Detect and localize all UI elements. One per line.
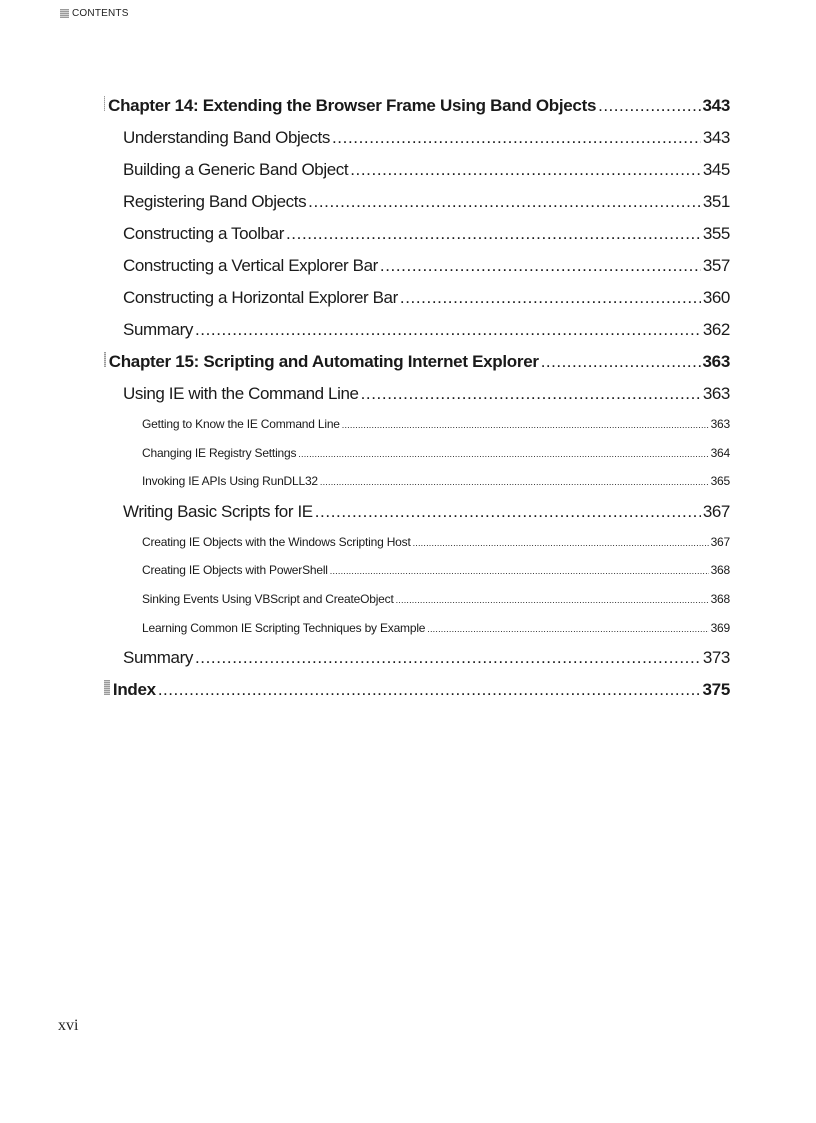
dot-leader: [332, 122, 701, 154]
running-header: [60, 8, 129, 19]
toc-chapter-entry[interactable]: [104, 674, 730, 706]
toc-entry-title: Creating IE Objects with the Windows Scripting Host: [142, 534, 411, 549]
toc-entry-page: 363: [702, 352, 730, 371]
toc-entry-title: Learning Common IE Scripting Techniques by Example: [142, 620, 426, 635]
toc-entry-title: Index: [112, 680, 156, 700]
dot-leader: [298, 439, 708, 468]
dot-leader: [308, 186, 701, 218]
page-number: xvi: [58, 1017, 79, 1034]
toc-entry-page: 365: [710, 474, 730, 489]
toc-entry-page: 355: [702, 224, 730, 243]
toc-entry-page: 362: [702, 320, 730, 339]
toc-entry-page: 373: [702, 648, 730, 668]
toc-entry-page: 368: [710, 591, 730, 606]
toc-entry[interactable]: [104, 642, 730, 674]
dot-leader: [380, 250, 701, 282]
toc-entry-page: 375: [702, 680, 730, 700]
toc-entry-page: 343: [702, 128, 730, 147]
square-bullet-icon: [104, 680, 110, 695]
toc-entry[interactable]: [104, 154, 730, 186]
dot-leader: [195, 314, 701, 346]
toc-entry-title: Summary: [123, 648, 193, 668]
toc-entry-page: 357: [702, 256, 730, 275]
toc-entry[interactable]: [104, 282, 730, 314]
toc-entry-title: Summary: [123, 320, 193, 339]
toc-entry-title: Registering Band Objects: [123, 192, 307, 211]
toc-entry[interactable]: [104, 218, 730, 250]
toc-entry-title: Changing IE Registry Settings: [142, 445, 297, 460]
table-of-contents: [104, 90, 730, 706]
toc-entry-page: 368: [710, 563, 730, 578]
toc-entry[interactable]: [104, 250, 730, 282]
toc-entry[interactable]: [104, 186, 730, 218]
toc-entry-title: Understanding Band Objects: [123, 128, 330, 147]
toc-entry-title: Using IE with the Command Line: [123, 384, 359, 403]
dot-leader: [413, 528, 709, 557]
dot-leader: [427, 614, 708, 643]
dot-leader: [361, 378, 701, 410]
dot-leader: [396, 585, 709, 614]
toc-entry-title: Sinking Events Using VBScript and CreateObject: [142, 591, 394, 606]
dot-leader: [330, 556, 709, 585]
toc-entry-page: 367: [702, 501, 730, 521]
toc-entry-page: 343: [702, 96, 730, 115]
toc-entry-title: Constructing a Horizontal Explorer Bar: [123, 288, 398, 307]
square-bullet-icon: [104, 352, 106, 367]
square-bullet-icon: [104, 96, 105, 111]
toc-entry-title: Writing Basic Scripts for IE: [123, 501, 313, 521]
toc-entry-page: 345: [702, 160, 730, 179]
toc-entry[interactable]: [104, 528, 730, 557]
running-header-label: CONTENTS: [72, 8, 129, 19]
toc-entry-page: 360: [702, 288, 730, 307]
toc-entry[interactable]: [104, 585, 730, 614]
toc-entry-page: 369: [710, 620, 730, 635]
toc-entry-page: 367: [710, 534, 730, 549]
toc-entry-title: Chapter 15: Scripting and Automating Internet Explorer: [108, 352, 539, 371]
toc-chapter-entry[interactable]: [104, 90, 730, 122]
toc-entry-page: 363: [702, 384, 730, 403]
toc-entry-title: Constructing a Vertical Explorer Bar: [123, 256, 378, 275]
toc-entry[interactable]: [104, 496, 730, 528]
square-bullet-icon: [60, 9, 69, 18]
dot-leader: [195, 642, 701, 674]
toc-entry[interactable]: [104, 556, 730, 585]
toc-entry-title: Constructing a Toolbar: [123, 224, 284, 243]
toc-entry-title: Creating IE Objects with PowerShell: [142, 563, 328, 578]
toc-entry-page: 363: [710, 417, 730, 431]
toc-entry-title: Getting to Know the IE Command Line: [142, 417, 340, 431]
toc-entry[interactable]: [104, 314, 730, 346]
toc-entry[interactable]: [104, 410, 730, 439]
dot-leader: [400, 282, 701, 314]
toc-entry[interactable]: [104, 378, 730, 410]
toc-entry-title: Invoking IE APIs Using RunDLL32: [142, 474, 318, 489]
toc-entry-page: 364: [710, 445, 730, 460]
dot-leader: [342, 410, 709, 439]
toc-entry[interactable]: [104, 467, 730, 496]
toc-entry[interactable]: [104, 439, 730, 468]
dot-leader: [598, 90, 700, 122]
dot-leader: [541, 346, 701, 378]
toc-entry[interactable]: [104, 122, 730, 154]
dot-leader: [315, 496, 701, 528]
toc-entry-title: Building a Generic Band Object: [123, 160, 349, 179]
dot-leader: [286, 218, 701, 250]
toc-chapter-entry[interactable]: [104, 346, 730, 378]
toc-entry-page: 351: [702, 192, 730, 211]
toc-entry-title: Chapter 14: Extending the Browser Frame Using Band Objects: [108, 96, 597, 115]
dot-leader: [320, 467, 709, 496]
toc-entry[interactable]: [104, 614, 730, 643]
dot-leader: [350, 154, 701, 186]
dot-leader: [158, 674, 701, 706]
